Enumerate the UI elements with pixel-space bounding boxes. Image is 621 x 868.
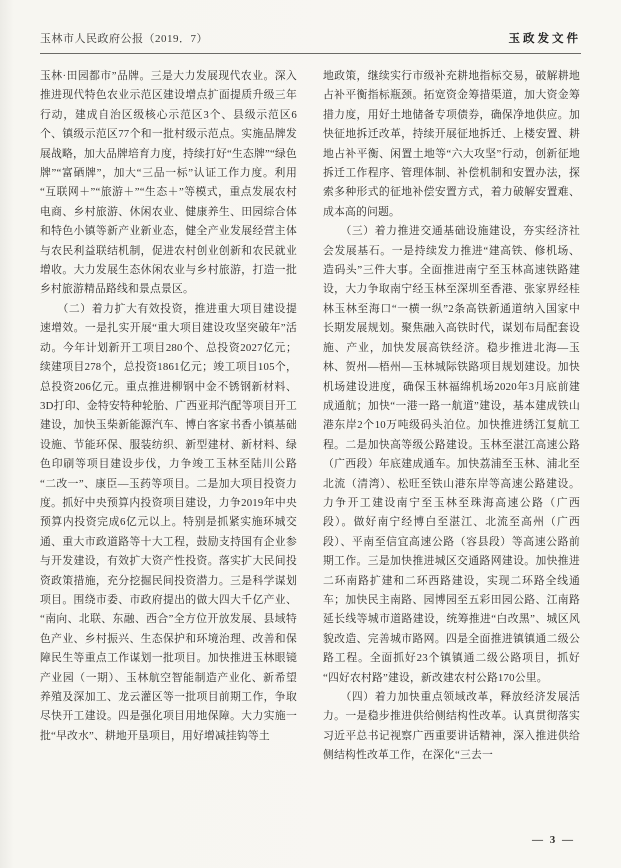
document-category: 玉政发文件 <box>508 33 581 45</box>
page-header <box>0 0 621 46</box>
paragraph: 玉林·田园都市”品牌。三是大力发展现代农业。深入推进现代特色农业示范区建设增点扩面提质升级三年行动，建成自治区级核心示范区3个、县级示范区6个、镇级示范区77个和一批村级示范点。实施品牌发展战略，加大品牌培育力度，持续打好“生态牌”“绿色牌”“富硒牌”，加大“三品一标”认证工作力度。利用“互联网＋”“旅游＋”“生态＋”等模式，重点发展农村电商、乡村旅游、休闲农业、健康养生、田园综合体和特色小镇等新产业新业态，健全产业发展经营主体与农民利益联结机制，促进农村创业创新和农民就业增收。大力发展生态休闲农业与乡村旅游，打造一批乡村旅游精品路线和景点景区。 <box>40 70 297 296</box>
journal-title: 玉林市人民政府公报（2019．7） <box>40 33 208 45</box>
page-footer <box>532 834 575 846</box>
right-column <box>323 67 580 766</box>
paragraph: （二）着力扩大有效投资，推进重大项目建设提速增效。一是扎实开展“重大项目建设攻坚突破年”活动。今年计划新开工项目280个、总投资2027亿元；续建项目278个，总投资1861亿元；竣工项目105个，总投资206亿元。重点推进柳钢中金不锈钢新材料、3D打印、金特安特种轮胎、广西亚邦汽配等项目开工建设，加快玉柴新能源汽车、博白客家书香小镇基础设施、节能环保、服装纺织、新型建材、新材料、绿色印刷等项目建设步伐，力争竣工玉林至陆川公路“二改一”、康臣—玉药等项目。二是加大项目投资力度。抓好中央预算内投资项目建设，力争2019年中央预算内投资完成6亿元以上。特别是抓紧实施环城交通、重大市政道路等十大工程，鼓励支持国有企业参与开发建设，有效扩大资产性投资。落实扩大民间投资政策措施，充分挖掘民间投资潜力。三是科学谋划项目。围绕市委、市政府提出的做大四大千亿产业、“南向、北联、东融、西合”全方位开放发展、县域特色产业、乡村振兴、生态保护和环境治理、改善和保障民生等重点工作谋划一批项目。加快推进玉林眼镜产业园（一期）、玉林航空智能制造产业化、新希望养殖及深加工、龙云灌区等一批项目前期工作，争取尽快开工建设。四是强化项目用地保障。大力实施一批“早改水”、耕地开垦项目，用好增减挂钩等土 <box>40 302 297 742</box>
paragraph: 地政策，继续实行市级补充耕地指标交易，破解耕地占补平衡指标瓶颈。拓宽资金筹措渠道，加大资金筹措力度，用好土地储备专项债券，确保净地供应。加快征地拆迁改革，持续开展征地拆迁、上楼安置、耕地占补平衡、闲置土地等“六大攻坚”行动，创新征地拆迁工作程序、管理体制、补偿机制和安置办法，探索多种形式的征地补偿安置方式，着力破解安置难、成本高的问题。 <box>323 70 580 218</box>
paragraph: （四）着力加快重点领域改革，释放经济发展活力。一是稳步推进供给侧结构性改革。认真贯彻落实习近平总书记视察广西重要讲话精神，深入推进供给侧结构性改革工作，在深化“三去一 <box>323 691 580 762</box>
text-columns <box>0 54 621 766</box>
paragraph: （三）着力推进交通基础设施建设，夯实经济社会发展基石。一是持续发力推进“建高铁、修机场、造码头”三件大事。全面推进南宁至玉林高速铁路建设，大力争取南宁经玉林至深圳至香港、张家界经桂林玉林至海口“一横一纵”2条高铁新通道纳入国家中长期发展规划。聚焦融入高铁时代，谋划布局配套设施、产业，加快发展高铁经济。稳步推进北海—玉林、贺州—梧州—玉林城际铁路项目规划建设。加快机场建设进度，确保玉林福绵机场2020年3月底前建成通航；加快“一港一路一航道”建设，基本建成铁山港东岸2个10万吨级码头泊位。加快推进绣江复航工程。二是加快高等级公路建设。玉林至湛江高速公路（广西段）年底建成通车。加快荔浦至玉林、浦北至北流（清湾）、松旺至铁山港东岸等高速公路建设。力争开工建设南宁至玉林至珠海高速公路（广西段）。做好南宁经博白至湛江、北流至高州（广西段）、平南至信宜高速公路（容县段）等高速公路前期工作。三是加快推进城区交通路网建设。加快推进二环南路扩建和二环西路建设，实现二环路全线通车；加快民主南路、园博园至五彩田园公路、江南路延长线等城市道路建设，统筹推进“白改黑”、城区风貌改造、完善城市路网。四是全面推进镇镇通二级公路工程。全面抓好23个镇镇通二级公路项目，抓好“四好农村路”建设，新改建农村公路170公里。 <box>323 225 580 684</box>
page-number: — 3 — <box>532 834 575 846</box>
left-column <box>40 67 297 766</box>
